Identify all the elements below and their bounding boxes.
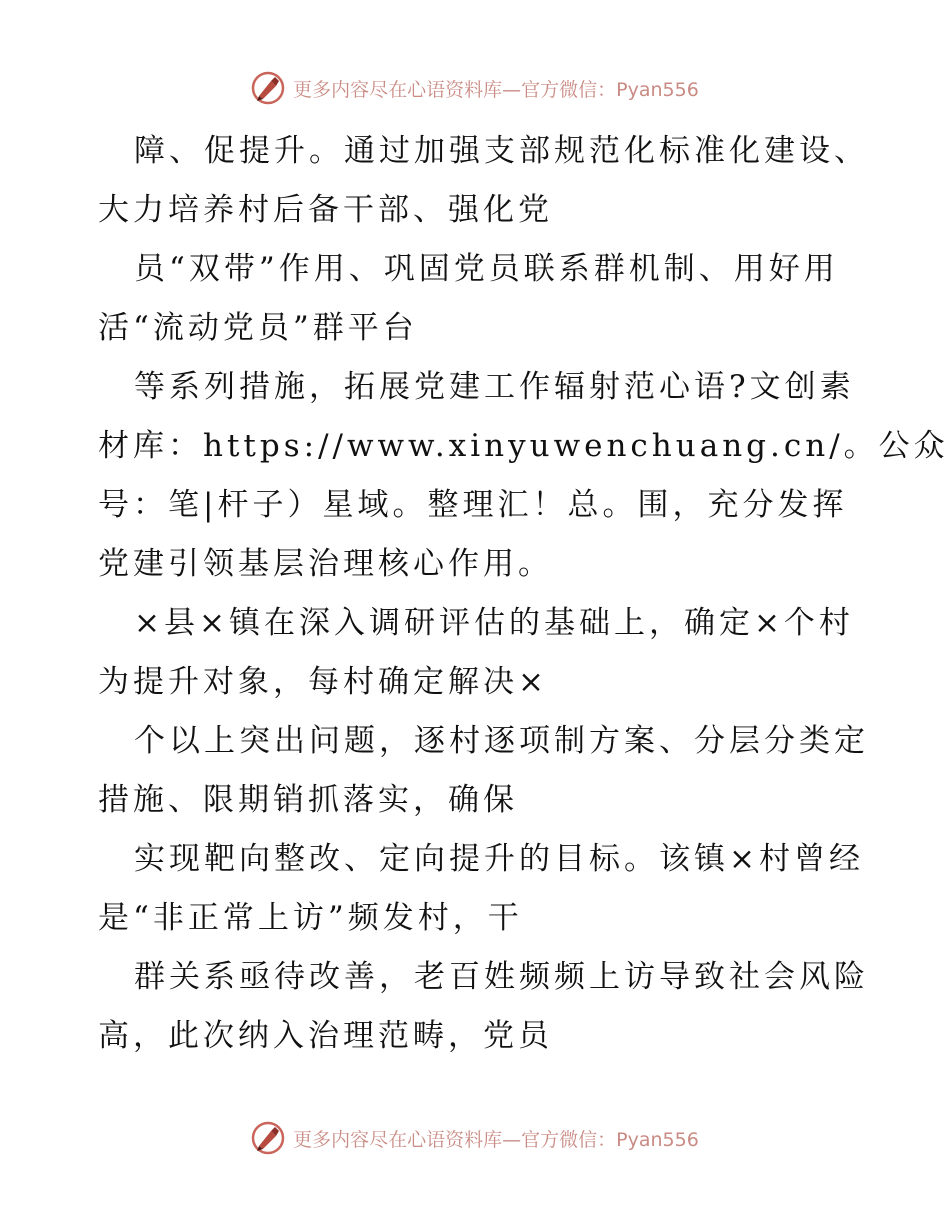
text-line: 活“流动党员”群平台 [98, 310, 418, 346]
header-watermark [0, 68, 950, 108]
watermark-text: 更多内容尽在心语资料库—官方微信：Pyan556 [293, 78, 699, 101]
text-line: 群关系亟待改善，老百姓频频上访导致社会风险 [134, 959, 869, 995]
text-line: 号：笔|杆子）星域。整理汇！总。围，充分发挥 [98, 487, 848, 523]
text-line: 员“双带”作用、巩固党员联系群机制、用好用 [134, 251, 839, 287]
text-line: 党建引领基层治理核心作用。 [98, 546, 553, 582]
text-line: 高，此次纳入治理范畴，党员 [98, 1018, 553, 1054]
watermark-text: 更多内容尽在心语资料库—官方微信：Pyan556 [293, 1128, 699, 1151]
footer-watermark [0, 1118, 950, 1158]
text-line: 等系列措施，拓展党建工作辐射范心语?文创素 [134, 369, 855, 405]
text-line: 是“非正常上访”频发村，干 [98, 900, 523, 936]
pen-logo-icon [251, 1121, 285, 1155]
text-line: 为提升对象，每村确定解决× [98, 664, 548, 700]
text-line: 个以上突出问题，逐村逐项制方案、分层分类定 [134, 723, 869, 759]
text-line: 大力培养村后备干部、强化党 [98, 192, 553, 228]
text-line: 材库：https://www.xinyuwenchuang.cn/。公众 [98, 428, 949, 464]
document-body [98, 122, 949, 1066]
text-line: 障、促提升。通过加强支部规范化标准化建设、 [134, 133, 869, 169]
text-line: 措施、限期销抓落实，确保 [98, 782, 518, 818]
pen-logo-icon [251, 71, 285, 105]
text-line: 实现靶向整改、定向提升的目标。该镇×村曾经 [134, 841, 864, 877]
text-line: ×县×镇在深入调研评估的基础上，确定×个村 [134, 605, 854, 641]
